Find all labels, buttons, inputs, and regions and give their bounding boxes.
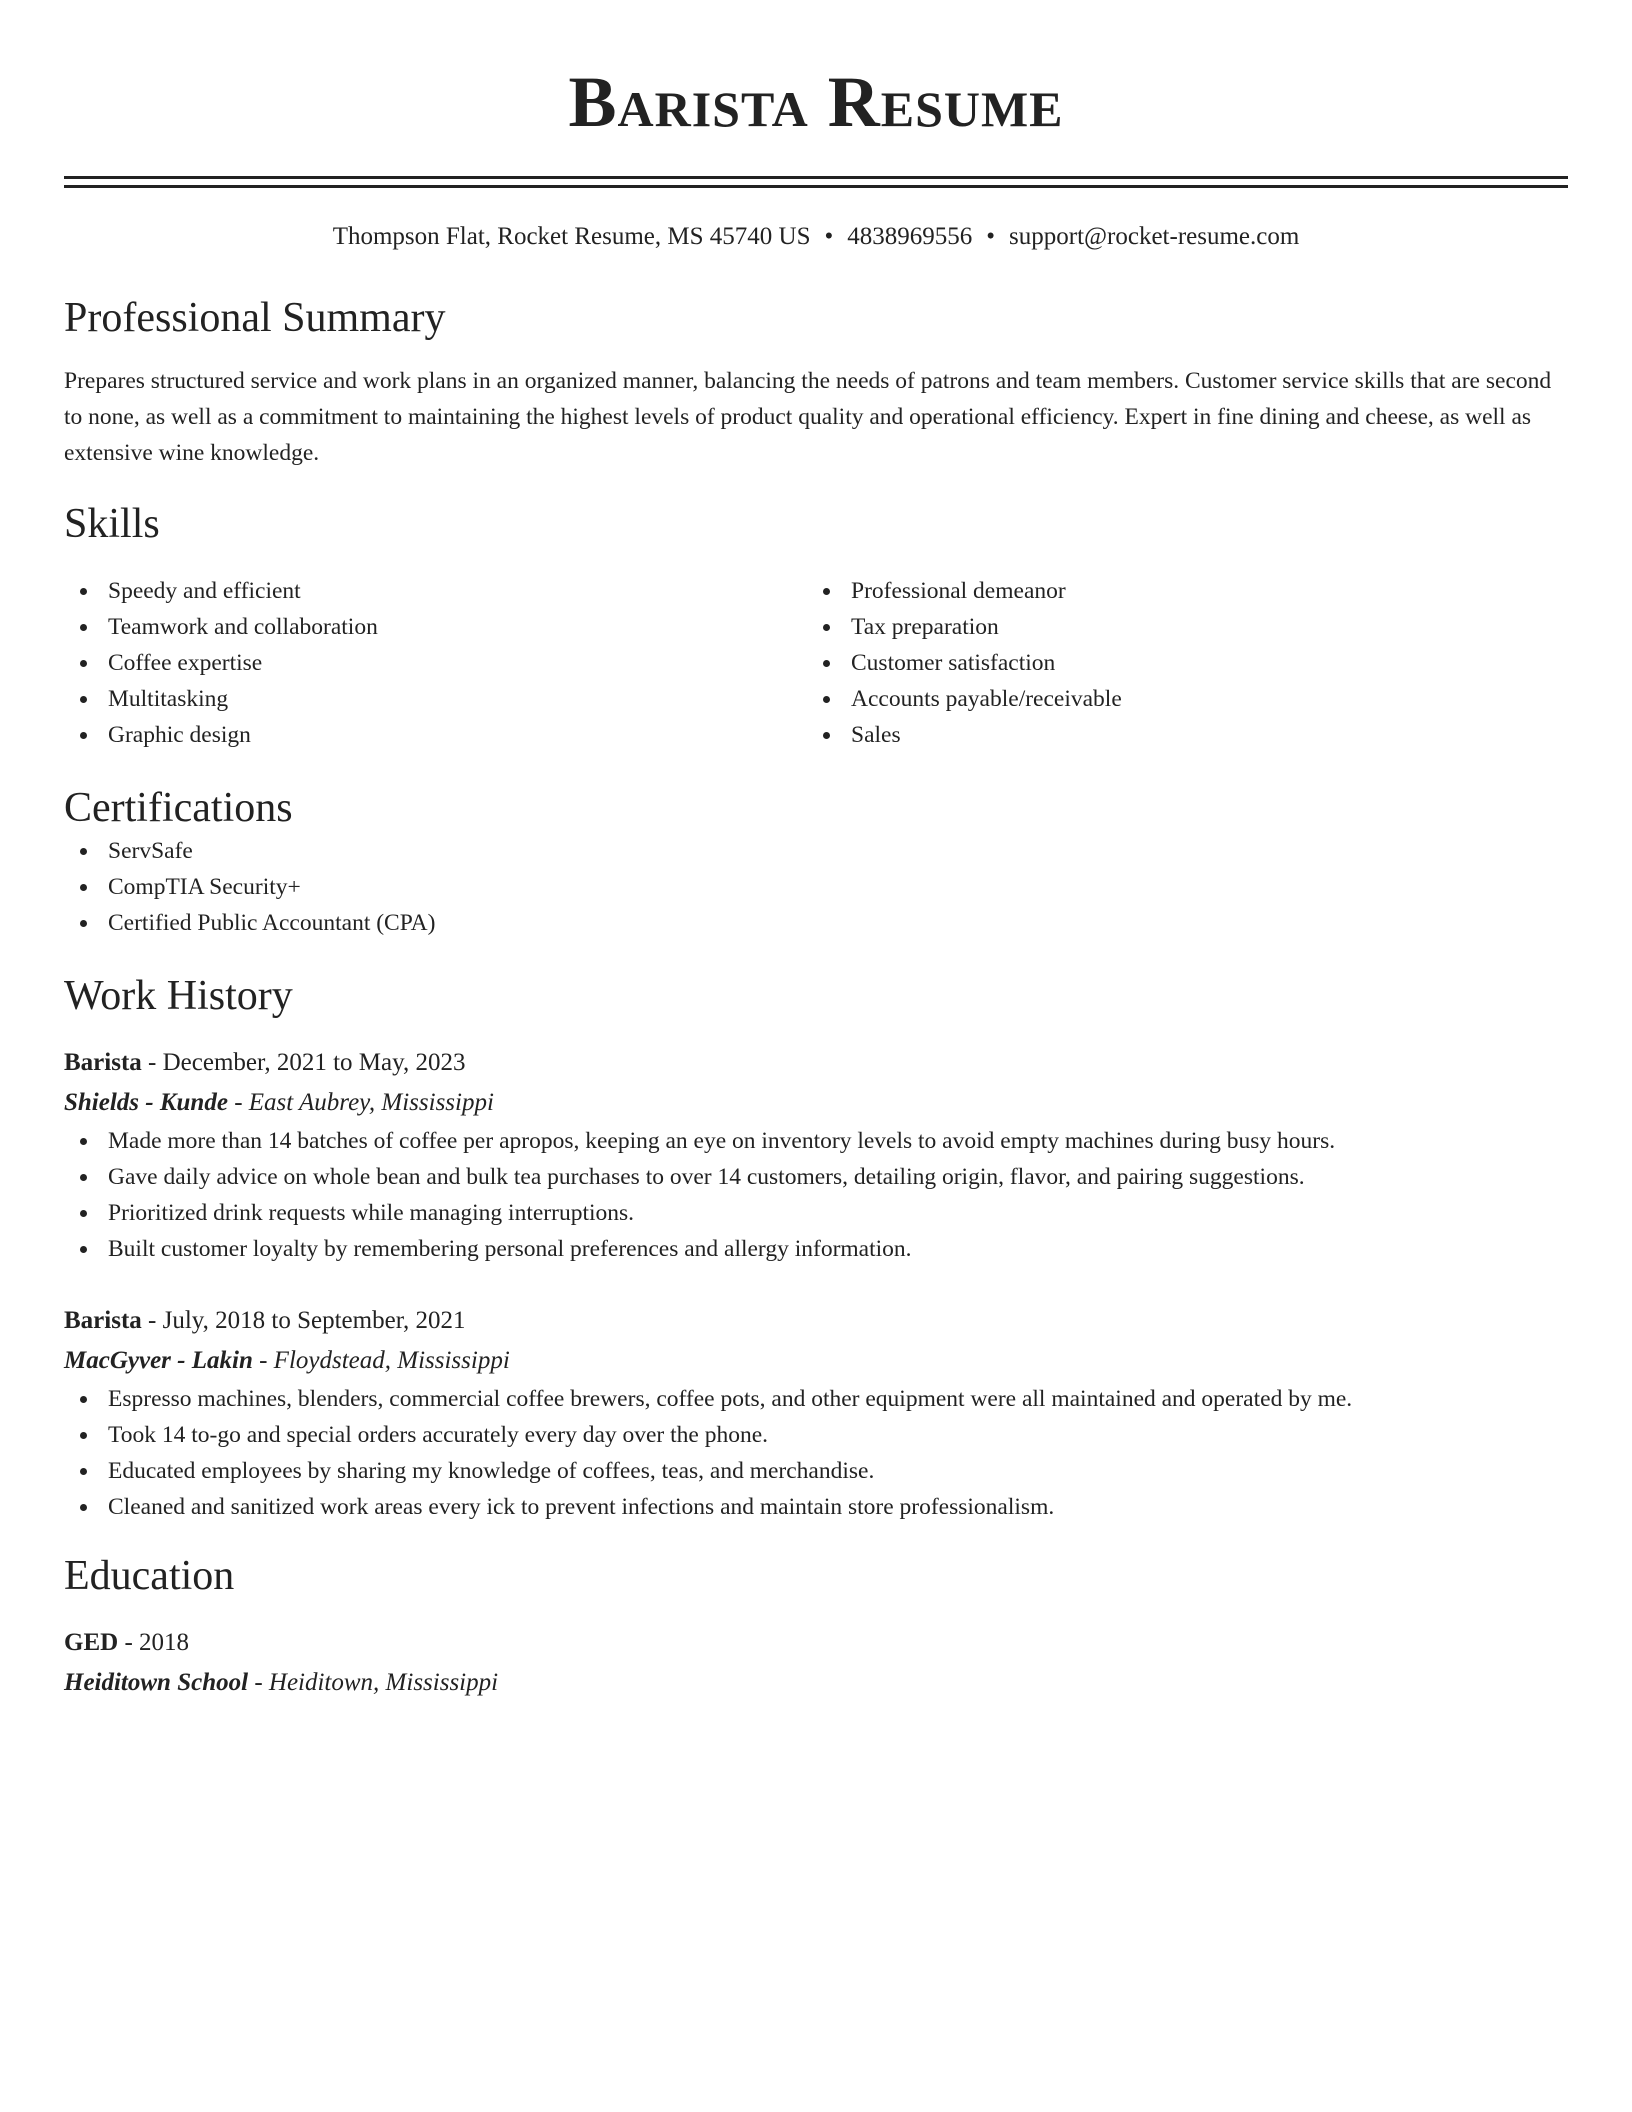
skills-section (64, 499, 1568, 753)
contact-phone: 4838969556 (847, 223, 973, 250)
job-duty: Built customer loyalty by remembering personal preferences and allergy information. (64, 1231, 1568, 1267)
job-duty: Made more than 14 batches of coffee per apropos, keeping an eye on inventory levels to avoid empty machines during busy hours. (64, 1123, 1568, 1159)
job-company-line (64, 1341, 1568, 1381)
skills-list-right (807, 573, 1550, 753)
certifications-list (64, 833, 1568, 941)
skills-list-left (64, 573, 807, 753)
job-duty: Cleaned and sanitized work areas every ick to prevent infections and maintain store professionalism. (64, 1489, 1568, 1525)
certifications-section (64, 783, 1568, 941)
contact-separator: • (986, 223, 996, 250)
skill-item: Coffee expertise (64, 645, 807, 681)
work-history-heading: Work History (64, 973, 293, 1019)
contact-line (64, 221, 1568, 253)
job-location: - East Aubrey, Mississippi (234, 1089, 494, 1116)
skill-item: Sales (807, 717, 1550, 753)
job-duty: Took 14 to-go and special orders accurately every day over the phone. (64, 1417, 1568, 1453)
job-duties-list (64, 1381, 1568, 1525)
title-divider (64, 176, 1568, 188)
education-degree-line (64, 1623, 1568, 1663)
education-degree: GED (64, 1629, 119, 1656)
education-section (64, 1551, 1568, 1703)
skill-item: Graphic design (64, 717, 807, 753)
certification-item: CompTIA Security+ (64, 869, 1568, 905)
job-duties-list (64, 1123, 1568, 1267)
summary-heading: Professional Summary (64, 295, 446, 341)
skill-item: Accounts payable/receivable (807, 681, 1550, 717)
education-school-line (64, 1663, 1568, 1703)
contact-address: Thompson Flat, Rocket Resume, MS 45740 US (332, 223, 811, 250)
skill-item: Professional demeanor (807, 573, 1550, 609)
work-history-section (64, 971, 1568, 1525)
job-title-line (64, 1043, 1568, 1083)
contact-separator: • (824, 223, 834, 250)
job-company: MacGyver - Lakin (64, 1347, 253, 1374)
education-heading: Education (64, 1553, 235, 1599)
job-duty: Gave daily advice on whole bean and bulk tea purchases to over 14 customers, detailing origin, flavor, and pairing suggestions. (64, 1159, 1568, 1195)
certification-item: ServSafe (64, 833, 1568, 869)
skill-item: Customer satisfaction (807, 645, 1550, 681)
job-duty: Espresso machines, blenders, commercial coffee brewers, coffee pots, and other equipment were all maintained and operated by me. (64, 1381, 1568, 1417)
education-school: Heiditown School (64, 1669, 249, 1696)
job-company: Shields - Kunde (64, 1089, 228, 1116)
education-entry (64, 1623, 1568, 1703)
summary-section (64, 293, 1568, 471)
certification-item: Certified Public Accountant (CPA) (64, 905, 1568, 941)
job-dates: - December, 2021 to May, 2023 (148, 1049, 466, 1076)
skills-grid (64, 573, 1568, 753)
resume-title: Barista Resume (568, 62, 1064, 142)
education-location: - Heiditown, Mississippi (254, 1669, 499, 1696)
skill-item: Teamwork and collaboration (64, 609, 807, 645)
skills-heading: Skills (64, 501, 160, 547)
skill-item: Tax preparation (807, 609, 1550, 645)
skill-item: Speedy and efficient (64, 573, 807, 609)
skill-item: Multitasking (64, 681, 807, 717)
education-year: - 2018 (124, 1629, 190, 1656)
certifications-heading: Certifications (64, 785, 293, 831)
job-company-line (64, 1083, 1568, 1123)
job-title-line (64, 1301, 1568, 1341)
contact-email: support@rocket-resume.com (1009, 223, 1300, 250)
job-title: Barista (64, 1307, 142, 1334)
summary-text: Prepares structured service and work plans in an organized manner, balancing the needs of patrons and team members. Customer service skills that are second to none, as well as a commitment to maintaining the highest levels of product quality and operational efficiency. Expert in fine dining and cheese, as well as extensive wine knowledge. (64, 368, 1552, 466)
job-dates: - July, 2018 to September, 2021 (148, 1307, 466, 1334)
skills-column-right (807, 573, 1550, 753)
job-duty: Educated employees by sharing my knowledge of coffees, teas, and merchandise. (64, 1453, 1568, 1489)
job-location: - Floydstead, Mississippi (259, 1347, 510, 1374)
job-entry (64, 1301, 1568, 1525)
job-duty: Prioritized drink requests while managing interruptions. (64, 1195, 1568, 1231)
skills-column-left (64, 573, 807, 753)
job-title: Barista (64, 1049, 142, 1076)
job-entry (64, 1043, 1568, 1267)
